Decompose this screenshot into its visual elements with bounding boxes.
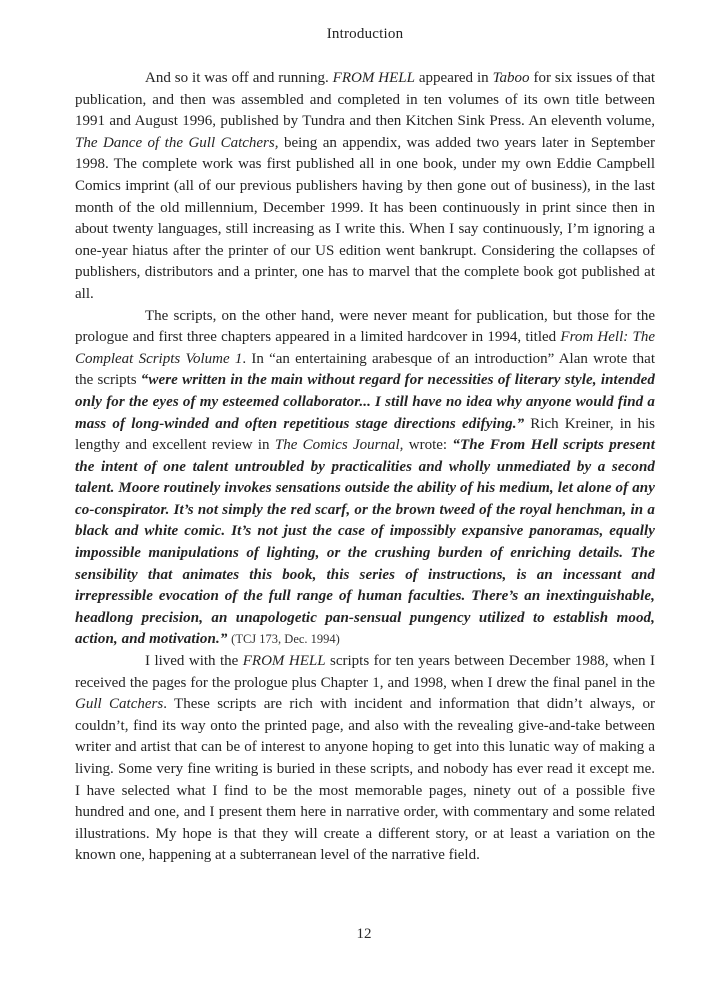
italic-title-text: The Dance of the Gull Catchers, [75,134,279,151]
paragraph [75,68,655,306]
page-number: 12 [356,926,372,942]
running-head: Introduction [326,26,404,42]
paragraph [75,306,655,652]
italic-title-text: Gull Catchers [75,696,164,713]
italic-title-text: Taboo [492,70,530,86]
paragraph [75,651,655,867]
body-text-run: The scripts, on the other hand, were never meant for publication, but those for the prologue and first three chapters appeared in a limited hardcover in 1994, titled [75,307,655,346]
body-text-run: Rich Kreiner, in his lengthy and excellent review in [75,415,655,454]
quoted-emphasis-text: “The From Hell scripts present the intent of one talent untroubled by practicalities and wholly unmediated by a second talent. Moore routinely invokes sensations outside the ability of his medium, let alone of any co-conspirator. It’s not simply the red scarf, or the brown tweed of the royal henchman, in a black and white comic. It’s not just the case of impossibly expansive panoramas, equally impossible manipulations of lighting, or the crushing burden of enriching details. The sensibility that animates this book, this series of instructions, is an incessant and irrepressible evocation of the full range of human faculties. There’s an inextinguishable, headlong precision, an unapologetic pan-sensual pungency utilized to establish mood, action, and motivation.” [75,437,656,648]
body-text-run: . In “an entertaining arabesque of an introduction” Alan wrote that the scripts [75,350,656,389]
body-text-run: wrote: [403,437,453,454]
citation-text: (TCJ 173, Dec. 1994) [231,632,340,647]
body-text-run: appeared in [414,70,493,86]
italic-title-text: FROM HELL [242,653,326,670]
body-text-run: for six issues of that publication, and then was assembled and completed in ten volumes of its own title between 1991 and August 1996, published by Tundra and then Kitchen Sink Press. An eleventh volume, [75,70,656,130]
body-text-run: I lived with the [145,653,243,670]
italic-title-text: From Hell: The Compleat Scripts Volume 1 [75,329,655,367]
body-text [75,68,655,867]
body-text-run: scripts for ten years between December 1988, when I received the pages for the prologue plus Chapter 1, and 1998, when I drew the final panel in the [75,653,655,691]
body-text-run: . These scripts are rich with incident and information that didn’t always, or couldn’t, find its way onto the printed page, and also with the revealing give-and-take between writer and artist that can be of interest to anyone hoping to get into this lunatic way of making a living. Some very fine writing is buried in these scripts, and nobody has ever read it except me. I have selected what I find to be the most memorable pages, ninety out of a possible five hundred and one, and I present them here in narrative order, with commentary and some related illustrations. My hope is that they will create a different story, or at least a variation on the known one, happening at a subterranean level of the narrative field. [75,696,655,864]
quoted-emphasis-text: “were written in the main without regard for necessities of literary style, intended only for the eyes of my esteemed collaborator... I still have no idea why anyone would find a mass of long-winded and often repetitious stage directions edifying.” [75,372,655,432]
italic-title-text: FROM HELL [332,70,415,86]
body-text-run: And so it was off and running. [145,70,333,86]
body-text-run: being an appendix, was added two years later in September 1998. The complete work was first published all in one book, under my own Eddie Campbell Comics imprint (all of our previous publishers having by then gone out of business), in the last month of the old millennium, December 1999. It has been continuously in print since then in about twenty languages, still increasing as I write this. When I say continuously, I’m ignoring a one-year hiatus after the printer of our US edition went bankrupt. Considering the collapses of publishers, distributors and a printer, one has to marvel that the complete book got published at all. [75,134,655,302]
italic-title-text: The Comics Journal, [274,437,404,454]
